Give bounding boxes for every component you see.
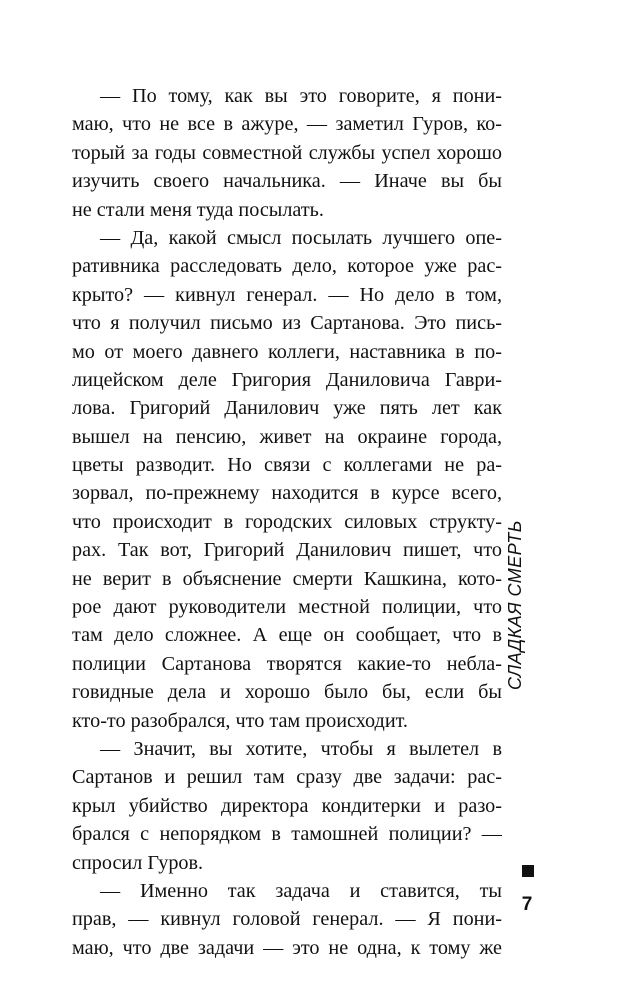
text-line: — Да, какой смысл посылать лучшего опе- <box>100 226 502 249</box>
text-line: не стали меня туда посылать. <box>72 198 324 221</box>
text-line: брался с непорядком в тамошней полиции? — <box>72 823 502 846</box>
text-line: маю, что две задачи — это не одна, к тому же <box>72 936 502 959</box>
text-line: кто-то разобрался, что там происходит. <box>72 709 408 732</box>
text-line: что происходит в городских силовых структу- <box>72 510 502 533</box>
text-line: торый за годы совместной службы успел хорошо <box>72 141 502 164</box>
running-title-marker <box>522 865 534 877</box>
text-line: ративника расследовать дело, которое уже рас- <box>72 255 502 278</box>
text-line: крыл убийство директора кондитерки и разо- <box>72 794 502 817</box>
text-line: спросил Гуров. <box>72 851 204 874</box>
text-line: зорвал, по-прежнему находится в курсе всего, <box>72 482 502 505</box>
text-line: лицейском деле Григория Даниловича Гаври- <box>72 368 502 391</box>
text-line: — Значит, вы хотите, чтобы я вылетел в <box>100 737 502 760</box>
page-number: 7 <box>521 894 533 915</box>
text-line: — Именно так задача и ставится, ты <box>100 879 502 902</box>
running-title: СЛАДКАЯ СМЕРТЬ <box>505 519 525 690</box>
text-line: не верит в объяснение смерти Кашкина, кото- <box>72 567 502 590</box>
text-line: рое дают руководители местной полиции, что <box>72 596 502 619</box>
text-line: прав, — кивнул головой генерал. — Я пони- <box>72 908 502 931</box>
text-line: рах. Так вот, Григорий Данилович пишет, что <box>72 539 502 562</box>
text-line: говидные дела и хорошо было бы, если бы <box>72 681 502 704</box>
text-line: изучить своего начальника. — Иначе вы бы <box>72 170 502 193</box>
text-line: мо от моего давнего коллеги, наставника в по- <box>72 340 502 363</box>
body-text <box>72 82 502 962</box>
text-line: — По тому, как вы это говорите, я пони- <box>100 85 502 107</box>
text-line: крыто? — кивнул генерал. — Но дело в том, <box>72 283 502 306</box>
text-line: полиции Сартанова творятся какие-то небла- <box>72 652 502 675</box>
text-line: маю, что не все в ажуре, — заметил Гуров, ко- <box>72 113 502 136</box>
text-line: что я получил письмо из Сартанова. Это пись- <box>72 312 502 335</box>
text-line: лова. Григорий Данилович уже пять лет как <box>72 397 502 420</box>
text-line: цветы разводит. Но связи с коллегами не ра- <box>72 454 502 477</box>
text-line: вышел на пенсию, живет на окраине города, <box>72 425 502 448</box>
text-line: там дело сложнее. А еще он сообщает, что в <box>72 624 502 647</box>
text-line: Сартанов и решил там сразу две задачи: рас- <box>72 766 502 789</box>
